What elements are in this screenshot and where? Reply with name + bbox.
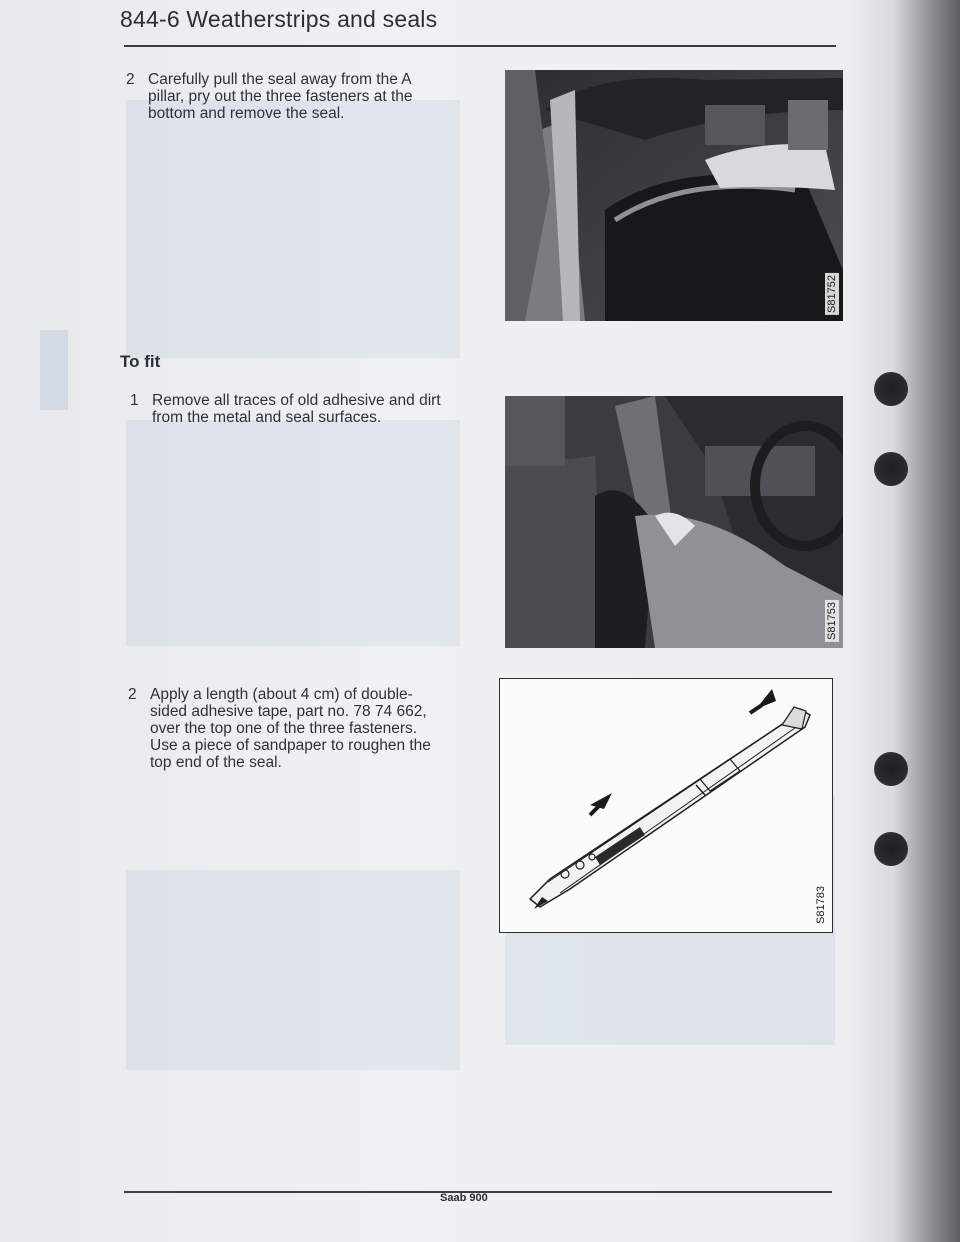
binder-hole bbox=[874, 452, 908, 486]
step-line: Remove all traces of old adhesive and dirt bbox=[152, 392, 441, 409]
step-line: Use a piece of sandpaper to roughen the bbox=[150, 737, 431, 754]
step-line: from the metal and seal surfaces. bbox=[152, 409, 382, 426]
show-through-area bbox=[126, 420, 460, 646]
step-number: 1 bbox=[130, 392, 139, 409]
binder-hole bbox=[874, 832, 908, 866]
step-text bbox=[150, 686, 431, 771]
header-rule bbox=[124, 45, 836, 47]
step-text bbox=[148, 71, 413, 122]
section-heading-to-fit: To fit bbox=[120, 352, 161, 371]
step-line: over the top one of the three fasteners. bbox=[150, 720, 418, 737]
figure-code: S81753 bbox=[826, 602, 838, 640]
figure-code: S81783 bbox=[815, 886, 827, 924]
step-line: Apply a length (about 4 cm) of double- bbox=[150, 686, 413, 703]
footer-model: Saab 900 bbox=[440, 1192, 488, 1204]
step-line: sided adhesive tape, part no. 78 74 662, bbox=[150, 703, 427, 720]
step-number: 2 bbox=[128, 686, 137, 703]
step-remove-seal bbox=[126, 71, 486, 125]
step-clean-surfaces bbox=[130, 392, 490, 428]
binder-hole bbox=[874, 752, 908, 786]
diagram-seal-tape bbox=[499, 678, 833, 933]
step-line: pillar, pry out the three fasteners at the bbox=[148, 88, 413, 105]
show-through-area bbox=[126, 100, 460, 358]
page-edge-mark bbox=[40, 330, 68, 410]
step-line: top end of the seal. bbox=[150, 754, 282, 771]
seal-diagram-drawing bbox=[500, 679, 832, 932]
photo-seal-fitting-image bbox=[505, 396, 843, 648]
page-title: 844-6 Weatherstrips and seals bbox=[120, 6, 438, 32]
step-text bbox=[152, 392, 441, 426]
binder-hole bbox=[874, 372, 908, 406]
step-apply-tape bbox=[128, 686, 498, 776]
step-number: 2 bbox=[126, 71, 135, 88]
figure-code: S81752 bbox=[826, 275, 838, 313]
step-line: bottom and remove the seal. bbox=[148, 105, 345, 122]
step-line: Carefully pull the seal away from the A bbox=[148, 71, 412, 88]
show-through-area bbox=[126, 870, 460, 1070]
photo-seal-fitting bbox=[505, 396, 843, 648]
photo-seal-removal bbox=[505, 70, 843, 321]
photo-seal-removal-image bbox=[505, 70, 843, 321]
